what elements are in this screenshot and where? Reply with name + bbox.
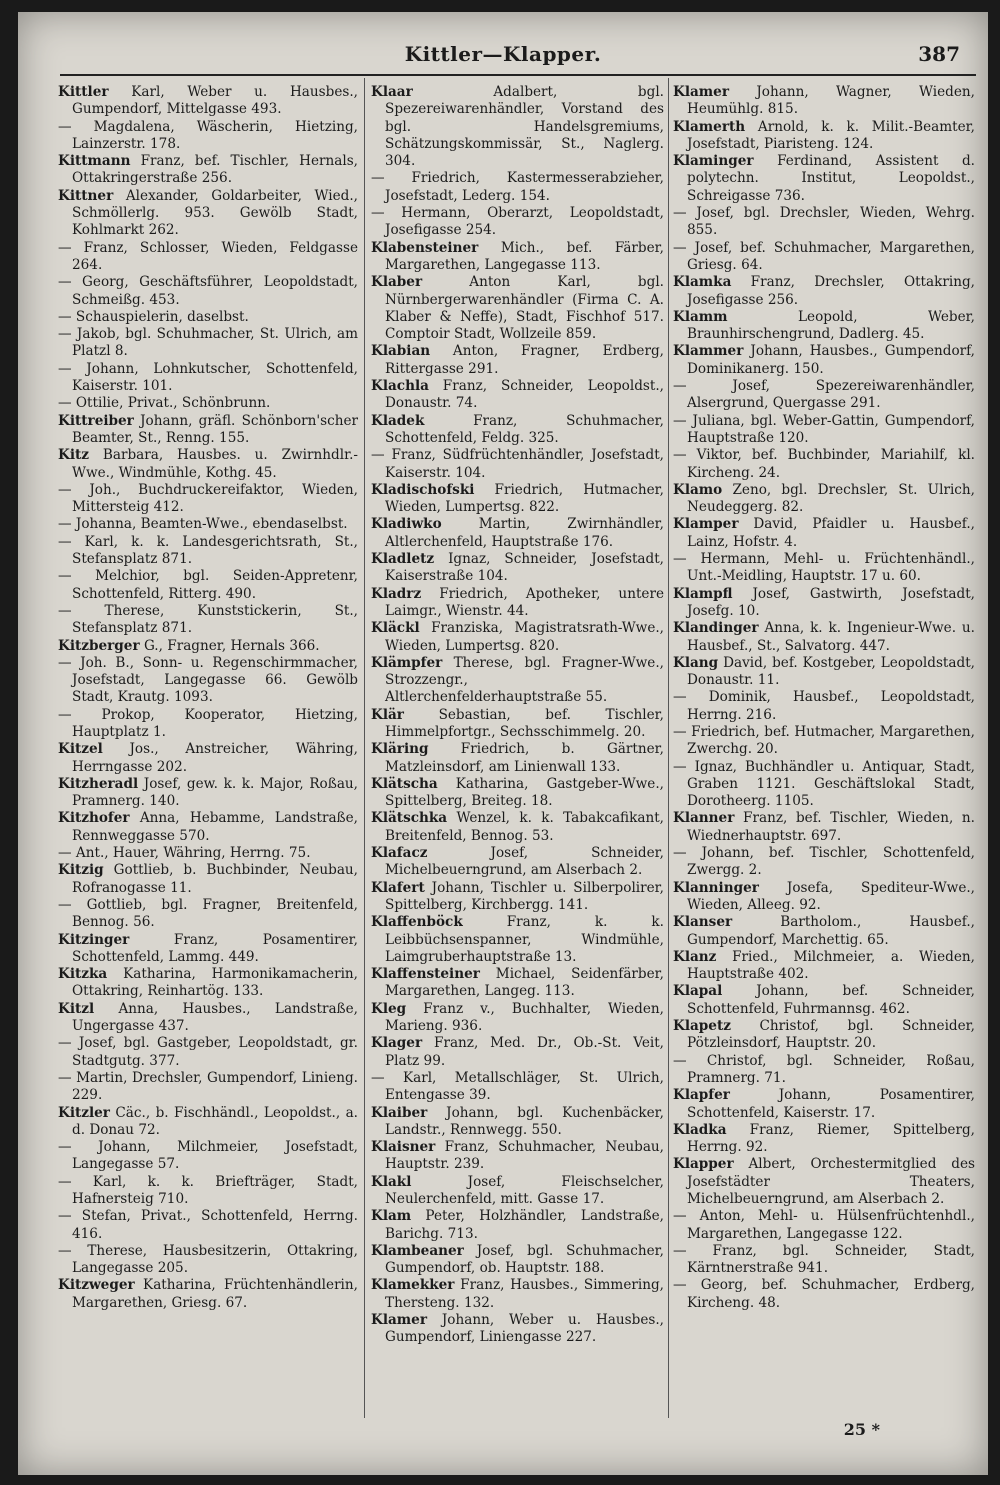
entry-details: — Karl, Metallschläger, St. Ulrich, Entengasse 39. <box>371 1069 664 1104</box>
directory-entry <box>58 810 358 845</box>
entry-details: — Hermann, Oberarzt, Leopoldstadt, Josefigasse 254. <box>371 205 664 239</box>
page-number: 387 <box>918 42 960 66</box>
entry-details: Adalbert, bgl. Spezereiwarenhändler, Vorstand des bgl. Handelsgremiums, Schätzungskommissär, St., Naglerg. 304. <box>385 84 664 170</box>
directory-entry <box>58 153 358 188</box>
entry-surname: Klapper <box>673 1156 734 1173</box>
directory-entry <box>371 170 664 205</box>
directory-entry <box>673 759 975 811</box>
column-2 <box>371 84 664 1434</box>
directory-entry <box>58 119 358 154</box>
entry-details: — Josef, Spezereiwarenhändler, Alsergrund, Quergasse 291. <box>673 378 975 412</box>
directory-entry <box>673 240 975 275</box>
entry-surname: Klamm <box>673 308 728 325</box>
entry-details: — Johann, bef. Tischler, Schottenfeld, Zwergg. 2. <box>673 845 975 879</box>
directory-entry <box>673 586 975 621</box>
entry-surname: Klanninger <box>673 879 759 896</box>
directory-entry <box>58 966 358 1001</box>
entry-details: Friedrich, Apotheker, untere Laimgr., Wienstr. 44. <box>385 585 664 619</box>
entry-surname: Klamka <box>673 274 732 291</box>
directory-entry <box>58 1208 358 1243</box>
entry-surname: Klafacz <box>371 845 428 862</box>
entry-details: — Friedrich, Kastermesserabzieher, Josefstadt, Lederg. 154. <box>371 170 664 204</box>
entry-surname: Klaffenböck <box>371 914 463 931</box>
entry-surname: Kitzheradl <box>58 775 139 792</box>
directory-entry <box>371 205 664 240</box>
entry-surname: Klapfer <box>673 1087 730 1104</box>
directory-entry <box>673 983 975 1018</box>
entry-details: — Jakob, bgl. Schuhmacher, St. Ulrich, am Platzl 8. <box>58 326 358 360</box>
entry-surname: Kladiwko <box>371 516 442 533</box>
entry-details: Johann, Wagner, Wieden, Heumühlg. 815. <box>687 84 975 118</box>
entry-surname: Klapetz <box>673 1018 731 1035</box>
entry-details: Wenzel, k. k. Tabakcafikant, Breitenfeld, Bennog. 53. <box>385 810 664 844</box>
directory-entry <box>673 1156 975 1208</box>
directory-entry <box>673 516 975 551</box>
entry-details: Anna, Hausbes., Landstraße, Ungergasse 437. <box>72 1000 358 1035</box>
entry-details: — Dominik, Hausbef., Leopoldstadt, Herrng. 216. <box>673 689 975 723</box>
entry-details: Karl, Weber u. Hausbes., Gumpendorf, Mittelgasse 493. <box>72 84 358 118</box>
directory-entry <box>371 84 664 170</box>
entry-surname: Klaar <box>371 84 413 100</box>
entry-details: Franz, k. k. Leibbüchsenspanner, Windmühle, Laimgruberhauptstraße 13. <box>385 914 664 965</box>
entry-details: — Christof, bgl. Schneider, Roßau, Pramnerg. 71. <box>673 1052 975 1086</box>
entry-surname: Klaminger <box>673 153 754 170</box>
directory-entry <box>371 914 664 966</box>
entry-details: Michael, Seidenfärber, Margarethen, Langeg. 113. <box>385 966 664 1000</box>
directory-entry <box>371 516 664 551</box>
entry-details: — Stefan, Privat., Schottenfeld, Herrng. 416. <box>58 1208 358 1242</box>
entry-surname: Kladek <box>371 412 425 429</box>
entry-surname: Kitzl <box>58 1000 95 1017</box>
entry-surname: Klätschka <box>371 810 448 827</box>
directory-entry <box>371 655 664 707</box>
directory-entry <box>371 741 664 776</box>
entry-details: — Martin, Drechsler, Gumpendorf, Linieng. 229. <box>58 1069 358 1104</box>
entry-details: G., Fragner, Hernals 366. <box>143 637 320 654</box>
entry-details: David, Pfaidler u. Hausbef., Lainz, Hofstr. 4. <box>687 516 975 550</box>
header-title: Kittler—Klapper. <box>404 42 602 66</box>
directory-entry <box>371 1174 664 1209</box>
entry-details: Franz v., Buchhalter, Wieden, Marieng. 936. <box>385 1000 664 1035</box>
entry-details: — Franz, Südfrüchtenhändler, Josefstadt, Kaiserstr. 104. <box>371 447 664 481</box>
entry-details: Albert, Orchestermitglied des Josefstädter Theaters, Michelbeuerngrund, am Alserbach 2. <box>687 1156 975 1207</box>
directory-entry <box>673 1277 975 1312</box>
directory-entry <box>58 1277 358 1312</box>
entry-surname: Klätscha <box>371 775 438 792</box>
directory-entry <box>673 914 975 949</box>
entry-details: Katharina, Gastgeber-Wwe., Spittelberg, Breiteg. 18. <box>385 775 664 810</box>
entry-surname: Klanner <box>673 810 735 827</box>
entry-details: — Karl, k. k. Landesgerichtsrath, St., Stefansplatz 871. <box>58 533 358 568</box>
entry-surname: Kittner <box>58 187 114 204</box>
directory-entry <box>58 188 358 240</box>
entry-surname: Kladka <box>673 1121 727 1138</box>
directory-entry <box>58 1174 358 1209</box>
directory-entry <box>58 638 358 655</box>
entry-details: — Juliana, bgl. Weber-Gattin, Gumpendorf, Hauptstraße 120. <box>673 412 975 446</box>
running-header <box>18 38 988 72</box>
entry-details: Franz, Schneider, Leopoldst., Donaustr. 74. <box>385 378 664 412</box>
column-1 <box>58 84 358 1434</box>
entry-details: Josef, Fleischselcher, Neulerchenfeld, mitt. Gasse 17. <box>385 1173 664 1207</box>
entry-surname: Klager <box>371 1035 423 1052</box>
entry-surname: Klamerth <box>673 118 746 135</box>
entry-details: Anna, k. k. Ingenieur-Wwe. u. Hausbef., St., Salvatorg. 447. <box>687 620 975 654</box>
directory-entry <box>58 603 358 638</box>
signature-mark: 25 * <box>843 1420 880 1439</box>
directory-entry <box>673 84 975 119</box>
directory-entry <box>371 1139 664 1174</box>
directory-entry <box>673 413 975 448</box>
directory-entry <box>371 1035 664 1070</box>
entry-details: Johann, Hausbes., Gumpendorf, Dominikanerg. 150. <box>687 343 975 377</box>
entry-details: Ignaz, Schneider, Josefstadt, Kaiserstraße 104. <box>385 551 664 585</box>
entry-details: Johann, Weber u. Hausbes., Gumpendorf, Liniengasse 227. <box>385 1312 664 1346</box>
entry-surname: Klakl <box>371 1173 412 1190</box>
entry-surname: Kitzler <box>58 1104 110 1121</box>
entry-surname: Klammer <box>673 343 744 360</box>
entry-details: — Joh. B., Sonn- u. Regenschirmmacher, Josefstadt, Langegasse 66. Gewölb Stadt, Krautg. 1093. <box>58 654 358 706</box>
directory-entry <box>371 810 664 845</box>
entry-details: — Melchior, bgl. Seiden-Appretenr, Schottenfeld, Ritterg. 490. <box>58 568 358 602</box>
entry-details: Josef, Gastwirth, Josefstadt, Josefg. 10. <box>687 585 975 619</box>
entry-details: Franz, Hausbes., Simmering, Thersteng. 132. <box>385 1277 664 1311</box>
directory-entry <box>673 810 975 845</box>
entry-details: Josefa, Spediteur-Wwe., Wieden, Alleeg. 92. <box>687 879 975 913</box>
entry-surname: Kläckl <box>371 620 420 637</box>
directory-entry <box>58 361 358 396</box>
entry-surname: Klamer <box>673 84 729 100</box>
entry-surname: Kladischofski <box>371 481 475 498</box>
entry-surname: Klamper <box>673 516 739 533</box>
directory-entry <box>673 119 975 154</box>
entry-details: Franziska, Magistratsrath-Wwe., Wieden, Lumpertsg. 820. <box>385 620 664 654</box>
entry-details: — Magdalena, Wäscherin, Hietzing, Lainzerstr. 178. <box>58 118 358 152</box>
entry-surname: Kitzka <box>58 966 108 983</box>
entry-details: Franz, bef. Tischler, Hernals, Ottakringerstraße 256. <box>72 153 358 187</box>
directory-entry <box>371 586 664 621</box>
entry-surname: Kittreiber <box>58 412 134 429</box>
directory-entry <box>371 274 664 343</box>
entry-surname: Klamo <box>673 481 723 498</box>
directory-entry <box>58 413 358 448</box>
directory-entry <box>371 1105 664 1140</box>
directory-entry <box>371 343 664 378</box>
directory-entry <box>371 551 664 586</box>
entry-details: Christof, bgl. Schneider, Pötzleinsdorf, Hauptstr. 20. <box>687 1018 975 1052</box>
entry-details: — Josef, bgl. Gastgeber, Leopoldstadt, gr. Stadtgutg. 377. <box>58 1035 358 1069</box>
directory-entry <box>371 966 664 1001</box>
entry-details: Johann, Posamentirer, Schottenfeld, Kaiserstr. 17. <box>687 1087 975 1121</box>
entry-details: Anton, Fragner, Erdberg, Rittergasse 291. <box>385 343 664 377</box>
entry-surname: Klampfl <box>673 585 733 602</box>
directory-entry <box>673 378 975 413</box>
entry-surname: Klaber <box>371 274 423 291</box>
directory-entry <box>673 343 975 378</box>
entry-surname: Kitzberger <box>58 637 140 654</box>
entry-details: Sebastian, bef. Tischler, Himmelpfortgr., Sechsschimmelg. 20. <box>385 706 664 740</box>
directory-entry <box>58 776 358 811</box>
entry-details: Johann, bgl. Kuchenbäcker, Landstr., Rennwegg. 550. <box>385 1104 664 1138</box>
entry-details: — Johanna, Beamten-Wwe., ebendaselbst. <box>58 516 348 533</box>
directory-entry <box>58 655 358 707</box>
directory-entry <box>58 1243 358 1278</box>
entry-surname: Klaffensteiner <box>371 966 480 983</box>
directory-entry <box>673 689 975 724</box>
directory-entry <box>673 1243 975 1278</box>
directory-entry <box>58 707 358 742</box>
directory-entry <box>58 845 358 862</box>
directory-entry <box>371 776 664 811</box>
entry-details: — Ant., Hauer, Währing, Herrng. 75. <box>58 845 311 862</box>
entry-details: — Ignaz, Buchhändler u. Antiquar, Stadt, Graben 1121. Geschäftslokal Stadt, Dorotheerg. 1105. <box>673 758 975 810</box>
entry-details: — Franz, bgl. Schneider, Stadt, Kärntnerstraße 941. <box>673 1242 975 1277</box>
directory-entry <box>371 378 664 413</box>
entry-details: — Georg, bef. Schuhmacher, Erdberg, Kircheng. 48. <box>673 1277 975 1311</box>
entry-surname: Klanz <box>673 948 717 965</box>
entry-details: — Karl, k. k. Briefträger, Stadt, Hafnersteig 710. <box>58 1173 358 1207</box>
directory-entry <box>673 949 975 984</box>
directory-entry <box>58 568 358 603</box>
directory-entry <box>673 205 975 240</box>
entry-details: — Schauspielerin, daselbst. <box>58 308 249 325</box>
entry-details: — Friedrich, bef. Hutmacher, Margarethen, Zwerchg. 20. <box>673 723 975 758</box>
entry-details: Ferdinand, Assistent d. polytechn. Institut, Leopoldst., Schreigasse 736. <box>687 153 975 204</box>
entry-surname: Kleg <box>371 1000 407 1017</box>
directory-entry <box>371 880 664 915</box>
directory-entry <box>58 1139 358 1174</box>
entry-details: Franz, Posamentirer, Schottenfeld, Lammg. 449. <box>72 931 358 965</box>
entry-details: Barbara, Hausbes. u. Zwirnhdlr.-Wwe., Windmühle, Kothg. 45. <box>72 447 358 481</box>
directory-entry <box>58 862 358 897</box>
entry-details: Franz, Riemer, Spittelberg, Herrng. 92. <box>687 1121 975 1156</box>
directory-entry <box>58 1105 358 1140</box>
entry-details: Cäc., b. Fischhändl., Leopoldst., a. d. Donau 72. <box>72 1104 358 1138</box>
entry-surname: Klambeaner <box>371 1242 464 1259</box>
entry-surname: Klafert <box>371 879 425 896</box>
entry-details: — Georg, Geschäftsführer, Leopoldstadt, Schmeißg. 453. <box>58 274 358 308</box>
entry-surname: Klanser <box>673 914 733 931</box>
directory-entry <box>58 274 358 309</box>
entry-surname: Kitz <box>58 447 89 464</box>
entry-surname: Klandinger <box>673 620 759 637</box>
directory-entry <box>673 655 975 690</box>
directory-entry <box>673 724 975 759</box>
entry-details: Zeno, bgl. Drechsler, St. Ulrich, Neudeggerg. 82. <box>687 481 975 516</box>
entry-surname: Kläring <box>371 741 429 758</box>
column-divider <box>364 78 365 1418</box>
entry-details: Alexander, Goldarbeiter, Wied., Schmöllerlg. 953. Gewölb Stadt, Kohlmarkt 262. <box>72 187 358 239</box>
entry-details: Martin, Zwirnhändler, Altlerchenfeld, Hauptstraße 176. <box>385 516 664 550</box>
entry-details: — Joh., Buchdruckereifaktor, Wieden, Mittersteig 412. <box>58 481 358 516</box>
entry-details: Therese, bgl. Fragner-Wwe., Strozzengr., Altlerchenfelderhauptstraße 55. <box>385 654 664 706</box>
directory-entry <box>58 240 358 275</box>
entry-details: Anna, Hebamme, Landstraße, Rennweggasse 570. <box>72 810 358 844</box>
directory-entry <box>371 1001 664 1036</box>
directory-entry <box>371 1277 664 1312</box>
directory-entry <box>673 845 975 880</box>
directory-entry <box>673 1122 975 1157</box>
entry-details: — Josef, bgl. Drechsler, Wieden, Wehrg. 855. <box>673 205 975 239</box>
directory-entry <box>371 240 664 275</box>
directory-entry <box>371 1243 664 1278</box>
entry-details: Jos., Anstreicher, Währing, Herrngasse 202. <box>72 741 358 775</box>
directory-entry <box>58 741 358 776</box>
entry-details: Fried., Milchmeier, a. Wieden, Hauptstraße 402. <box>687 948 975 983</box>
entry-details: — Josef, bef. Schuhmacher, Margarethen, Griesg. 64. <box>673 239 975 273</box>
directory-entry <box>673 153 975 205</box>
entry-details: Josef, Schneider, Michelbeuerngrund, am Alserbach 2. <box>385 845 664 879</box>
entry-details: — Therese, Kunststickerin, St., Stefansplatz 871. <box>58 602 358 637</box>
directory-entry <box>371 1070 664 1105</box>
directory-entry <box>58 1001 358 1036</box>
entry-details: — Gottlieb, bgl. Fragner, Breitenfeld, Bennog. 56. <box>58 896 358 931</box>
entry-surname: Kittler <box>58 84 109 100</box>
directory-entry <box>58 326 358 361</box>
directory-entry <box>371 845 664 880</box>
entry-details: — Franz, Schlosser, Wieden, Feldgasse 264. <box>58 239 358 273</box>
column-3 <box>673 84 975 1434</box>
entry-details: — Prokop, Kooperator, Hietzing, Hauptplatz 1. <box>58 706 358 740</box>
entry-surname: Klapal <box>673 983 723 1000</box>
directory-entry <box>371 482 664 517</box>
entry-details: Franz, Schuhmacher, Neubau, Hauptstr. 239. <box>385 1139 664 1173</box>
directory-entry <box>673 880 975 915</box>
directory-entry <box>371 1208 664 1243</box>
entry-details: Johann, bef. Schneider, Schottenfeld, Fuhrmannsg. 462. <box>687 983 975 1017</box>
entry-details: Leopold, Weber, Braunhirschengrund, Dadlerg. 45. <box>687 308 975 343</box>
directory-entry <box>371 413 664 448</box>
directory-entry <box>58 1035 358 1070</box>
entry-surname: Kladrz <box>371 585 422 602</box>
entry-details: Peter, Holzhändler, Landstraße, Barichg. 713. <box>385 1208 664 1242</box>
entry-details: Friedrich, b. Gärtner, Matzleinsdorf, am Linienwall 133. <box>385 741 664 775</box>
entry-details: — Hermann, Mehl- u. Früchtenhändl., Unt.-Meidling, Hauptstr. 17 u. 60. <box>673 551 975 585</box>
entry-surname: Kitzel <box>58 741 103 758</box>
directory-entry <box>58 395 358 412</box>
directory-entry <box>673 482 975 517</box>
entry-details: Katharina, Früchtenhändlerin, Margarethen, Griesg. 67. <box>72 1277 358 1311</box>
entry-details: David, bef. Kostgeber, Leopoldstadt, Donaustr. 11. <box>687 654 975 689</box>
directory-entry <box>58 482 358 517</box>
entry-details: Franz, Med. Dr., Ob.-St. Veit, Platz 99. <box>385 1035 664 1069</box>
entry-surname: Klaiber <box>371 1104 428 1121</box>
entry-details: Gottlieb, b. Buchbinder, Neubau, Rofranogasse 11. <box>72 862 358 896</box>
directory-entry <box>58 309 358 326</box>
directory-entry <box>673 309 975 344</box>
directory-entry <box>58 932 358 967</box>
entry-surname: Klam <box>371 1208 412 1225</box>
entry-surname: Kittmann <box>58 153 131 170</box>
entry-details: Josef, bgl. Schuhmacher, Gumpendorf, ob. Hauptstr. 188. <box>385 1242 664 1277</box>
entry-surname: Kitzweger <box>58 1277 135 1294</box>
entry-details: — Johann, Milchmeier, Josefstadt, Langegasse 57. <box>58 1139 358 1173</box>
entry-surname: Klämpfer <box>371 654 443 671</box>
entry-details: Franz, Drechsler, Ottakring, Josefigasse 256. <box>687 274 975 308</box>
directory-entry <box>58 534 358 569</box>
entry-details: — Johann, Lohnkutscher, Schottenfeld, Kaiserstr. 101. <box>58 360 358 395</box>
entry-details: Katharina, Harmonikamacherin, Ottakring, Reinhartög. 133. <box>72 966 358 1000</box>
entry-details: — Ottilie, Privat., Schönbrunn. <box>58 395 271 412</box>
directory-entry <box>58 1070 358 1105</box>
entry-details: Franz, Schuhmacher, Schottenfeld, Feldg. 325. <box>385 412 664 446</box>
entry-details: Josef, gew. k. k. Major, Roßau, Pramnerg. 140. <box>72 775 358 810</box>
entry-surname: Kitzinger <box>58 931 130 948</box>
directory-entry <box>371 620 664 655</box>
entry-surname: Kladletz <box>371 551 435 568</box>
entry-details: Friedrich, Hutmacher, Wieden, Lumpertsg. 822. <box>385 481 664 516</box>
entry-details: Mich., bef. Färber, Margarethen, Langegasse 113. <box>385 239 664 273</box>
entry-surname: Kitzig <box>58 862 104 879</box>
entry-details: Franz, bef. Tischler, Wieden, n. Wiednerhauptstr. 697. <box>687 810 975 844</box>
entry-details: Anton Karl, bgl. Nürnbergerwarenhändler (Firma C. A. Klaber & Neffe), Stadt, Fischhof 517. Comptoir Stadt, Wollzeile 859. <box>385 274 664 343</box>
directory-entry <box>673 620 975 655</box>
directory-entry <box>673 1087 975 1122</box>
entry-surname: Klär <box>371 706 404 723</box>
directory-entry <box>58 516 358 533</box>
directory-entry <box>371 707 664 742</box>
entry-details: Johann, gräfl. Schönborn'scher Beamter, St., Renng. 155. <box>72 412 358 446</box>
directory-entry <box>371 1312 664 1347</box>
entry-details: — Viktor, bef. Buchbinder, Mariahilf, kl. Kircheng. 24. <box>673 447 975 481</box>
header-rule <box>60 74 976 76</box>
entry-details: — Therese, Hausbesitzerin, Ottakring, Langegasse 205. <box>58 1242 358 1277</box>
directory-entry <box>673 1018 975 1053</box>
entry-surname: Klabian <box>371 343 431 360</box>
directory-entry <box>673 447 975 482</box>
entry-surname: Klaisner <box>371 1139 436 1156</box>
entry-surname: Klamekker <box>371 1277 455 1294</box>
directory-entry <box>673 1053 975 1088</box>
directory-entry <box>58 84 358 119</box>
entry-details: Johann, Tischler u. Silberpolirer, Spittelberg, Kirchbergg. 141. <box>385 879 664 913</box>
entry-surname: Kitzhofer <box>58 810 130 827</box>
directory-entry <box>673 274 975 309</box>
entry-surname: Klachla <box>371 378 429 395</box>
entry-surname: Klamer <box>371 1312 427 1329</box>
directory-entry <box>58 447 358 482</box>
directory-entry <box>371 447 664 482</box>
entry-details: — Anton, Mehl- u. Hülsenfrüchtenhdl., Margarethen, Langegasse 122. <box>673 1208 975 1242</box>
entry-surname: Klang <box>673 654 719 671</box>
entry-details: Arnold, k. k. Milit.-Beamter, Josefstadt, Piaristeng. 124. <box>687 118 975 152</box>
column-divider <box>668 78 669 1418</box>
directory-entry <box>673 1208 975 1243</box>
directory-entry <box>58 897 358 932</box>
directory-entry <box>673 551 975 586</box>
directory-page <box>18 12 988 1475</box>
entry-surname: Klabensteiner <box>371 239 479 256</box>
entry-details: Bartholom., Hausbef., Gumpendorf, Marchettig. 65. <box>687 914 975 948</box>
